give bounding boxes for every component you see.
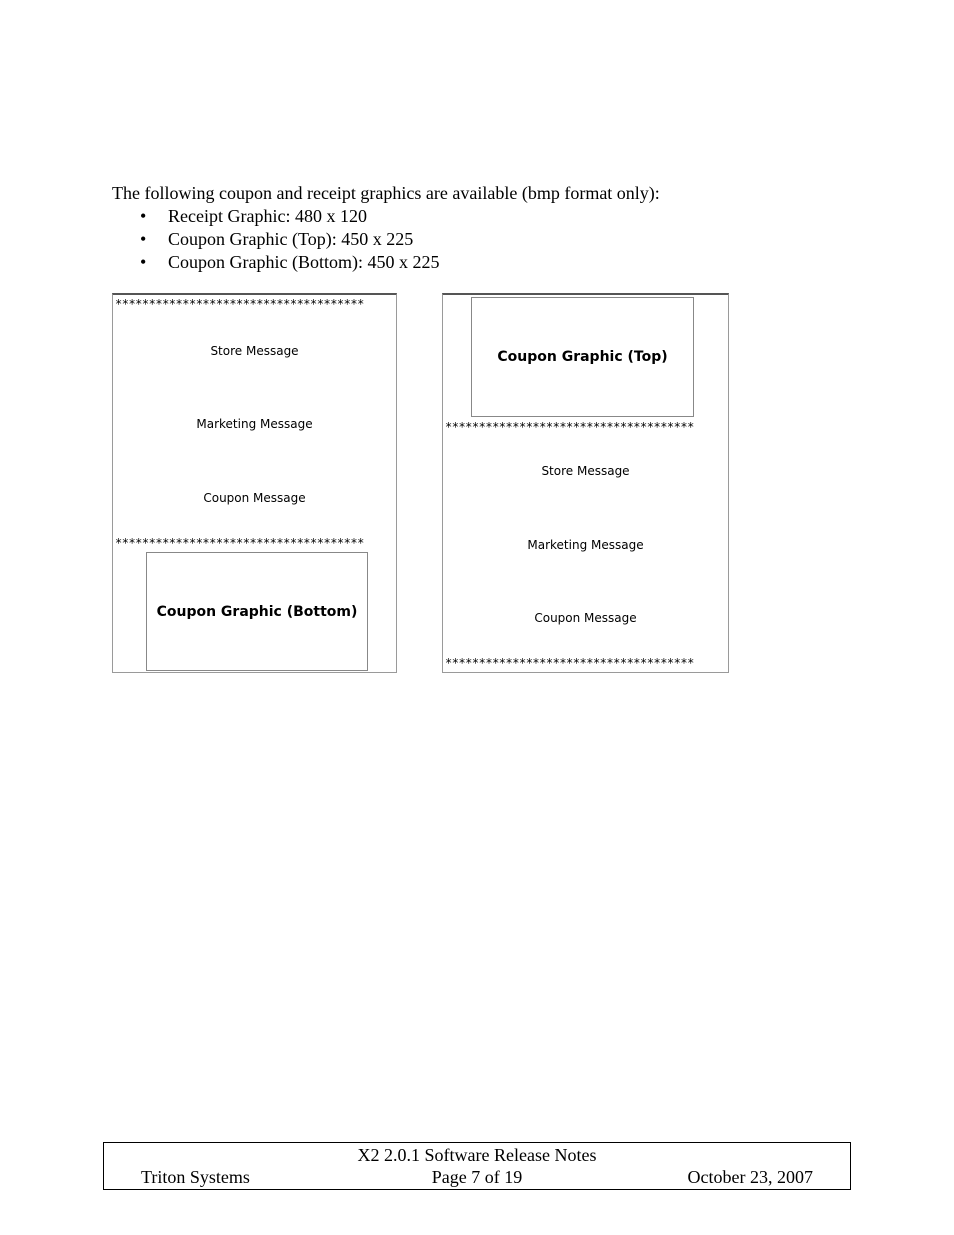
coupon-message-label: Coupon Message — [534, 611, 637, 625]
list-item: • Receipt Graphic: 480 x 120 — [140, 205, 439, 228]
receipt-layout-top-graphic — [442, 293, 729, 673]
coupon-graphic-bottom-label: Coupon Graphic (Bottom) — [156, 603, 358, 620]
footer-document-title: X2 2.0.1 Software Release Notes — [357, 1145, 597, 1165]
coupon-message-label: Coupon Message — [203, 491, 306, 505]
list-item: • Coupon Graphic (Top): 450 x 225 — [140, 228, 439, 251]
footer-date: October 23, 2007 — [687, 1167, 813, 1187]
separator-stars-bottom: ************************************* — [115, 537, 364, 549]
separator-stars-bottom: ************************************* — [445, 657, 694, 669]
receipt-layout-bottom-graphic — [112, 293, 397, 673]
separator-stars-top: ************************************* — [115, 298, 364, 310]
store-message-label: Store Message — [210, 344, 299, 358]
footer-company: Triton Systems — [141, 1167, 250, 1187]
marketing-message-label: Marketing Message — [527, 538, 644, 552]
coupon-graphic-bottom-box — [146, 552, 368, 671]
footer-page-number: Page 7 of 19 — [431, 1167, 523, 1187]
coupon-graphic-top-label: Coupon Graphic (Top) — [497, 349, 668, 365]
separator-stars-top: ************************************* — [445, 421, 694, 433]
intro-text: The following coupon and receipt graphics are available (bmp format only): — [112, 183, 660, 203]
graphics-list — [140, 205, 439, 274]
marketing-message-label: Marketing Message — [196, 417, 313, 431]
list-item: • Coupon Graphic (Bottom): 450 x 225 — [140, 251, 439, 274]
store-message-label: Store Message — [541, 464, 630, 478]
coupon-graphic-top-box — [471, 297, 694, 417]
page-footer — [103, 1142, 851, 1190]
